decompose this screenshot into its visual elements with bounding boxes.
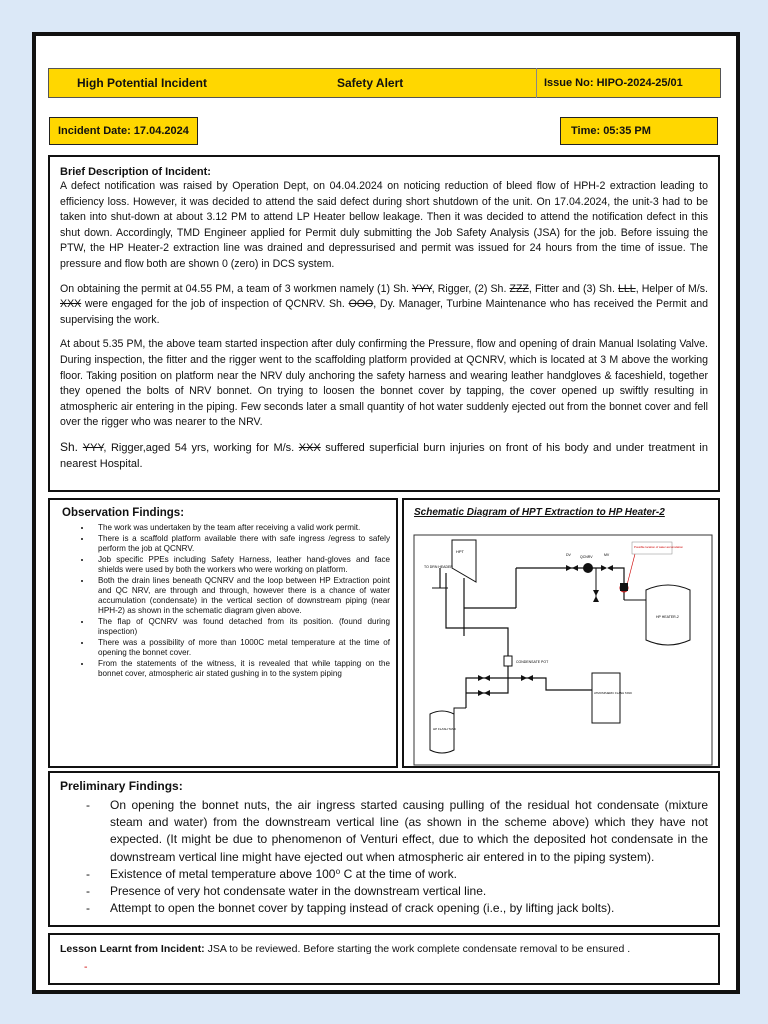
- to-drain-label: TO DRN HEADER: [424, 565, 453, 569]
- observation-list: [56, 523, 390, 679]
- list-item: • Both the drain lines beneath QCNRV and the loop between HP Extraction point and QC NRV, are through and through, however there is a chance of water accumulation (condensate) in the vertical section of downstream piping (near HPH-2) as shown in the schematic diagram given above.: [92, 576, 390, 617]
- list-item: • From the statements of the witness, it is revealed that while tapping on the bonnet cover, atmospheric air stated gushing in to the system piping: [92, 659, 390, 679]
- preliminary-heading: Preliminary Findings:: [60, 779, 183, 793]
- hp-flash-tank: [430, 711, 457, 753]
- header-issue-no: Issue No: HIPO-2024-25/01: [544, 77, 683, 89]
- preliminary-list: [60, 797, 708, 917]
- list-item: - Attempt to open the bonnet cover by tapping instead of crack opening (i.e., by lifting jack bolts).: [86, 900, 708, 917]
- flash-tank-label: ATMOSPHERIC FLASH TANK: [594, 691, 633, 695]
- qcnrv-label: QCNRV: [580, 555, 593, 559]
- schematic-title: Schematic Diagram of HPT Extraction to HP Heater-2: [414, 507, 665, 518]
- lesson-learnt-section: [48, 933, 720, 985]
- redacted-name: YYY: [411, 282, 432, 295]
- condensate-pot-label: CONDENSATE POT: [516, 660, 549, 664]
- header-bar: [48, 68, 721, 98]
- brief-paragraph-2: On obtaining the permit at 04.55 PM, a team of 3 workmen namely (1) Sh. YYY, Rigger, (2) Sh. ZZZ, Fitter and (3) Sh. LLL, Helper of M/s. XXX were engaged for the job of inspection of QCNRV. Sh. OOO, Dy. Manager, Turbine Maintenance who has received the Permit and supervising the work.: [60, 282, 708, 326]
- lesson-dash: -: [84, 961, 88, 973]
- lesson-text: JSA to be reviewed. Before starting the work complete condensate removal to be ensured .: [204, 943, 631, 955]
- hp-flash-tank-label: HP FLASH TANK: [433, 727, 457, 731]
- redacted-name: YYY: [82, 441, 104, 454]
- observation-heading: Observation Findings:: [62, 507, 185, 519]
- incident-date-box: [49, 117, 198, 145]
- list-item: • The work was undertaken by the team after receiving a valid work permit.: [92, 523, 390, 533]
- redacted-name: XXX: [60, 298, 82, 311]
- condensate-pot: [504, 656, 512, 666]
- list-item: - Presence of very hot condensate water in the downstream vertical line.: [86, 883, 708, 900]
- atmospheric-flash-tank: [592, 673, 620, 723]
- list-item: - Existence of metal temperature above 100⁰ C at the time of work.: [86, 866, 708, 883]
- redacted-name: OOO: [348, 298, 374, 311]
- brief-paragraph-1: A defect notification was raised by Operation Dept, on 04.04.2024 on noticing reduction of bleed flow of HPH-2 extraction leading to efficiency loss. However, it was decided to attend the said defect during short shutdown of the unit. On 17.04.2024, the unit-3 had to be taken into shut-down at about 3.12 PM to attend LP Heater bellow leakage. Then it was decided to attend the notification defect in this shut down. Accordingly, TMD Engineer applied for Permit duly submitting the Job Safety Analysis (JSA) for the job. Before issuing the PTW, the HP Heater-2 extraction line was drained and depressurised and permit was issued for 24 hours from the time of issue. The pressure and flow both are shown 0 (zero) in DCS system.: [60, 180, 708, 270]
- redacted-name: XXX: [298, 441, 321, 454]
- possible-location-label: Possible location of water accumulation: [634, 545, 683, 549]
- header-title: High Potential Incident: [77, 76, 208, 90]
- hpt-label: HPT: [456, 549, 464, 554]
- list-item: • There was a possibility of more than 1000C metal temperature at the time of opening the bonnet cover.: [92, 638, 390, 658]
- brief-paragraph-3: At about 5.35 PM, the above team started inspection after duly confirming the Pressure, flow and opening of drain Manual Isolating Valve. During inspection, the fitter and the rigger went to the scaffolding platform provided at QCNRV, which is located at 3 M above the working floor. Taking position on platform near the NRV duly anchoring the safety harness and wearing leather handgloves & faceshield, together they opened the bolts of NRV bonnet. On trying to loosen the bonnet cover by tapping, the cover opened up swiftly resulting in atmospheric air entering in the piping. Few seconds later a small quantity of hot water suddenly ejected out from the bonnet cover and fell over the rigger who was nearer to the NRV.: [60, 338, 708, 429]
- list-item: • The flap of QCNRV was found detached from its position. (found during inspection): [92, 617, 390, 637]
- qcnrv-valve: [583, 563, 593, 573]
- preliminary-findings-section: [48, 771, 720, 927]
- schematic-diagram: [406, 528, 720, 766]
- brief-heading: Brief Description of Incident:: [60, 166, 211, 178]
- list-item: • Job specific PPEs including Safety Harness, leather hand-gloves and face shields were used by both the workers who were working on platform.: [92, 555, 390, 575]
- svg-text:MV: MV: [604, 553, 610, 557]
- hp-heater-label: HP HEATER-2: [656, 615, 679, 619]
- incident-date: Incident Date: 17.04.2024: [58, 125, 189, 137]
- observation-findings-section: [48, 498, 398, 768]
- svg-text:DV: DV: [566, 553, 571, 557]
- list-item: • There is a scaffold platform available there with safe ingress /egress to safely perform the job at QCNRV.: [92, 534, 390, 554]
- redacted-name: ZZZ: [509, 282, 529, 295]
- lesson-label: Lesson Learnt from Incident:: [60, 943, 205, 955]
- time-box: [560, 117, 718, 145]
- header-safety-alert: Safety Alert: [337, 76, 404, 90]
- brief-paragraph-4: Sh. YYY, Rigger,aged 54 yrs, working for M/s. XXX suffered superficial burn injuries on front of his body and under treatment in nearest Hospital.: [60, 439, 708, 470]
- schematic-section: [402, 498, 720, 768]
- brief-description-section: [48, 155, 720, 492]
- header-divider: [536, 68, 537, 98]
- list-item: - On opening the bonnet nuts, the air ingress started causing pulling of the residual hot condensate (mixture steam and water) from the downstream vertical line (as shown in the scheme above) which they have not expected. (It might be due to phenomenon of Venturi effect, due to which the deposited hot condensate in the downstream vertical line might have ejected out when atmospheric air entered in to the piping system).: [86, 797, 708, 866]
- incident-time: Time: 05:35 PM: [571, 125, 651, 137]
- redacted-name: LLL: [618, 282, 636, 295]
